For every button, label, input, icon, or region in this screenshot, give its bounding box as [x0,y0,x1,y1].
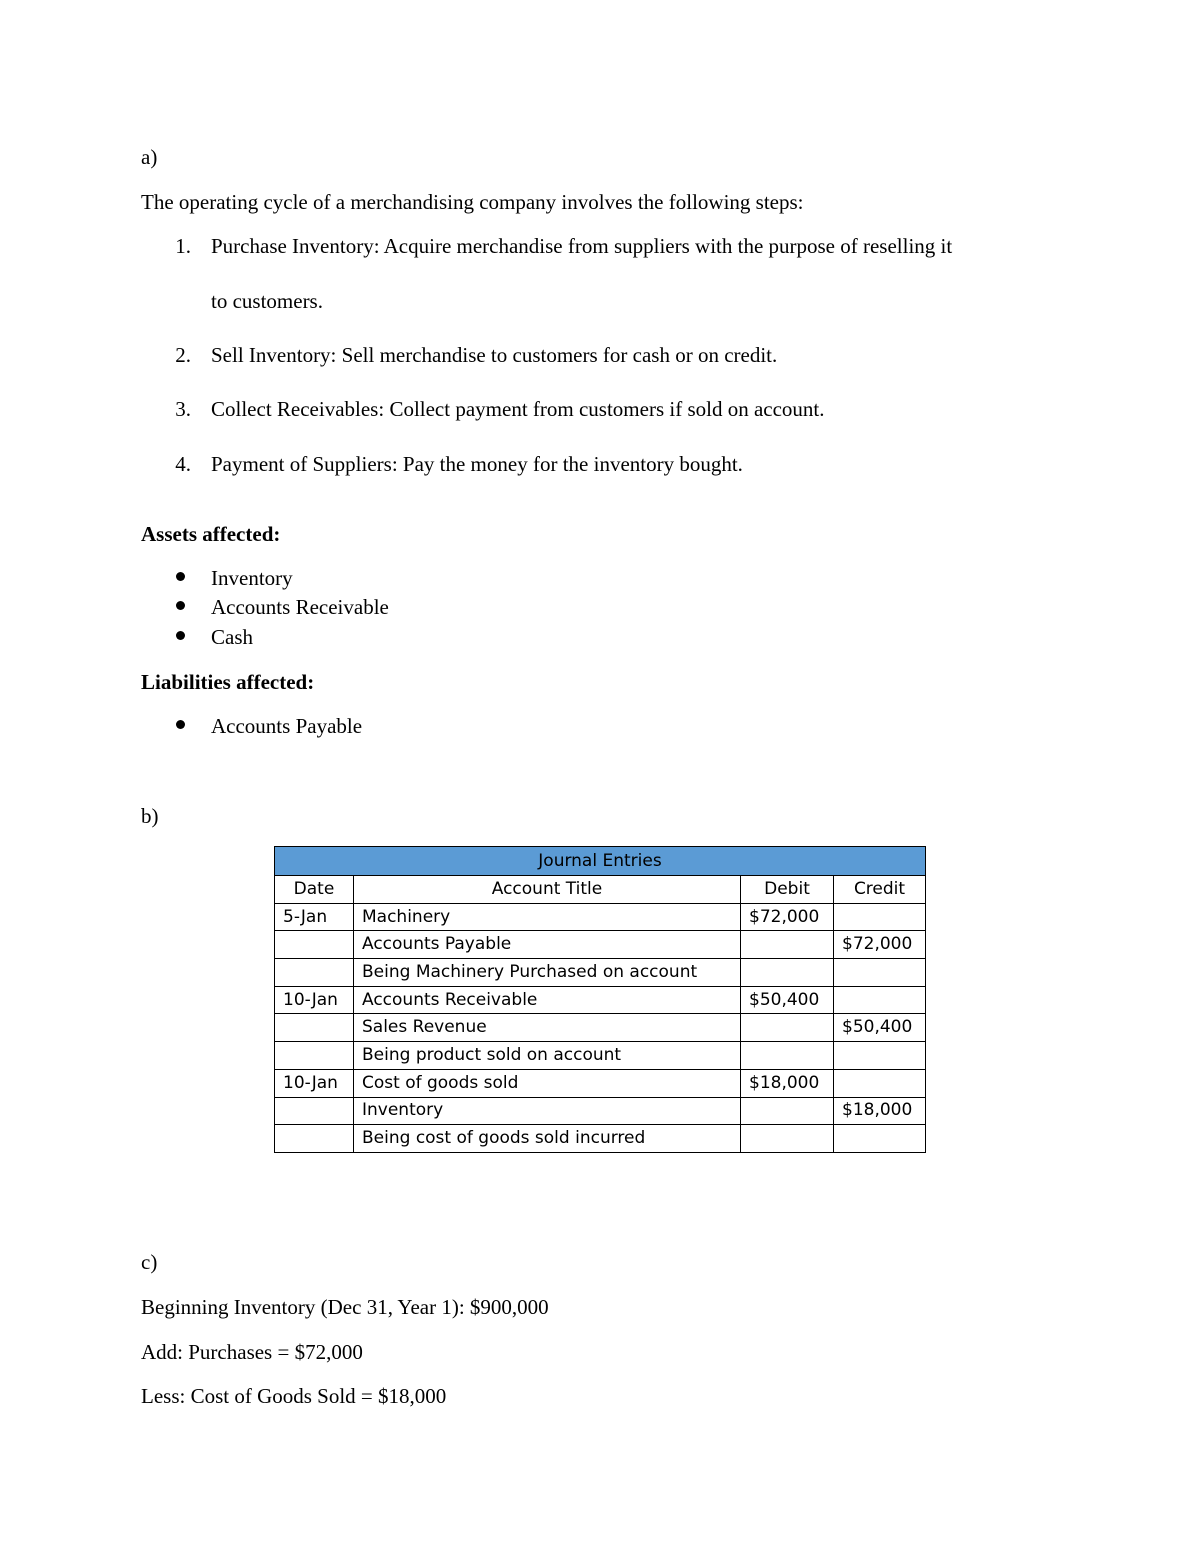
cell-date [275,931,354,959]
table-row [275,1042,926,1070]
assets-heading: Assets affected: [141,522,281,546]
section-a-label: a) [141,145,158,169]
cell-credit: $50,400 [834,1014,926,1042]
cell-credit [834,903,926,931]
cell-debit [741,1014,834,1042]
cell-date [275,1097,354,1125]
cell-account-title: Being product sold on account [354,1042,741,1070]
table-row [275,931,926,959]
table-row [275,1014,926,1042]
step-number: 3. [175,397,191,421]
cell-debit [741,1042,834,1070]
step-text: Sell Inventory: Sell merchandise to customers for cash or on credit. [211,343,778,367]
cell-debit [741,931,834,959]
cell-credit [834,986,926,1014]
table-row [275,986,926,1014]
asset-item: Accounts Receivable [211,595,389,619]
cell-account-title: Accounts Receivable [354,986,741,1014]
cell-account-title: Being Machinery Purchased on account [354,959,741,987]
cell-credit [834,1125,926,1153]
cell-debit [741,959,834,987]
asset-item: Inventory [211,566,293,590]
table-header-row [275,876,926,904]
cell-date: 10-Jan [275,986,354,1014]
step-text: Purchase Inventory: Acquire merchandise from suppliers with the purpose of reselling it [211,234,953,258]
header-account-title: Account Title [354,876,741,904]
cogs-line: Less: Cost of Goods Sold = $18,000 [141,1384,447,1408]
table-title-row [275,847,926,876]
cell-debit [741,1097,834,1125]
liability-item: Accounts Payable [211,714,363,738]
table-row [275,1069,926,1097]
section-c-label: c) [141,1250,158,1274]
cell-debit [741,1125,834,1153]
section-b-label: b) [141,804,159,828]
cell-account-title: Machinery [354,903,741,931]
bullet-icon [176,720,185,729]
journal-entries-table [274,846,926,1153]
header-credit: Credit [834,876,926,904]
cell-credit [834,959,926,987]
liabilities-heading: Liabilities affected: [141,670,315,694]
cell-credit [834,1069,926,1097]
cell-date [275,1014,354,1042]
cell-credit: $18,000 [834,1097,926,1125]
cell-debit: $72,000 [741,903,834,931]
table-row [275,959,926,987]
operating-cycle-intro: The operating cycle of a merchandising company involves the following steps: [141,190,804,214]
bullet-icon [176,572,185,581]
cell-date [275,1125,354,1153]
step-text-continued: to customers. [211,289,323,313]
step-number: 1. [175,234,191,258]
cell-date [275,959,354,987]
step-text: Collect Receivables: Collect payment from customers if sold on account. [211,397,825,421]
asset-item: Cash [211,625,253,649]
step-number: 2. [175,343,191,367]
header-date: Date [275,876,354,904]
cell-date: 5-Jan [275,903,354,931]
cell-account-title: Accounts Payable [354,931,741,959]
header-debit: Debit [741,876,834,904]
cell-account-title: Cost of goods sold [354,1069,741,1097]
table-title: Journal Entries [275,847,926,876]
step-number: 4. [175,452,191,476]
bullet-icon [176,601,185,610]
table-row [275,903,926,931]
beginning-inventory-line: Beginning Inventory (Dec 31, Year 1): $900,000 [141,1295,549,1319]
cell-date [275,1042,354,1070]
cell-account-title: Inventory [354,1097,741,1125]
cell-account-title: Sales Revenue [354,1014,741,1042]
cell-debit: $18,000 [741,1069,834,1097]
step-text: Payment of Suppliers: Pay the money for the inventory bought. [211,452,743,476]
cell-debit: $50,400 [741,986,834,1014]
cell-date: 10-Jan [275,1069,354,1097]
bullet-icon [176,631,185,640]
table-row [275,1125,926,1153]
table-row [275,1097,926,1125]
cell-credit: $72,000 [834,931,926,959]
cell-credit [834,1042,926,1070]
cell-account-title: Being cost of goods sold incurred [354,1125,741,1153]
purchases-line: Add: Purchases = $72,000 [141,1340,363,1364]
